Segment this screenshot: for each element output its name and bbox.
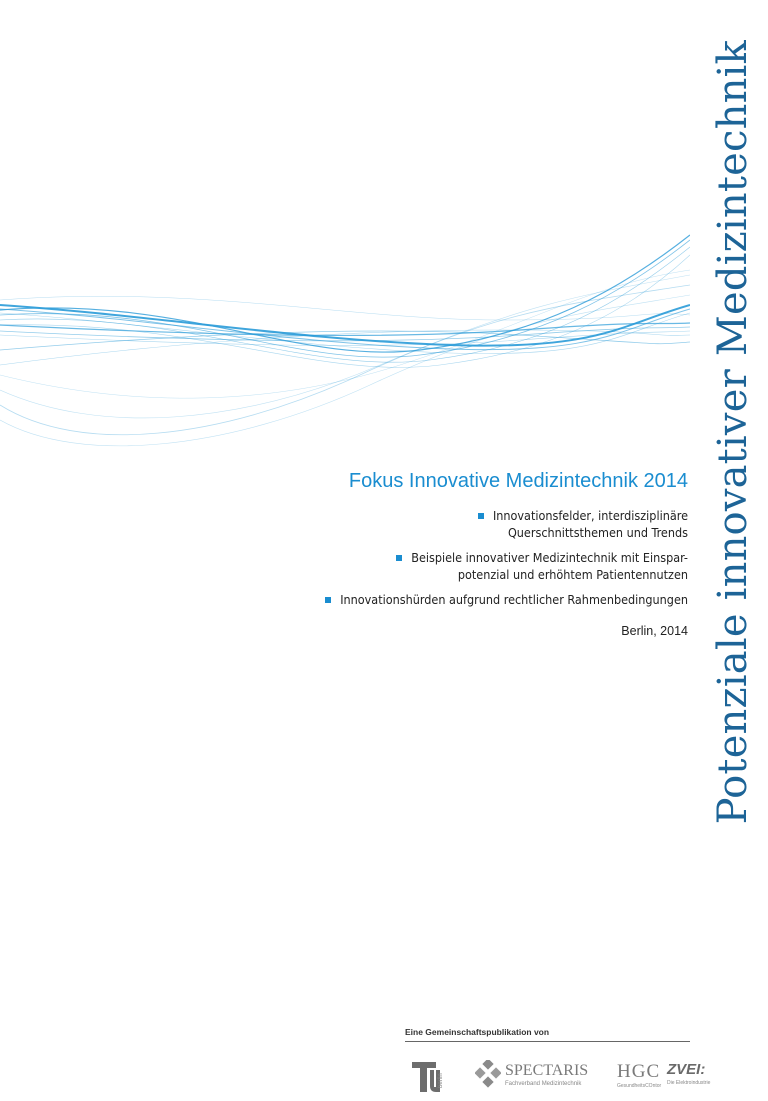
hgc-name: HGC: [617, 1061, 661, 1082]
bullet-list: [250, 507, 688, 608]
wave-line: [0, 285, 690, 435]
square-bullet-icon: [325, 597, 331, 603]
square-bullet-icon: [396, 555, 402, 561]
footer-label: Eine Gemeinschaftspublikation von: [405, 1027, 550, 1037]
wave-line: [0, 235, 690, 352]
footer-divider: [405, 1041, 690, 1042]
tu-berlin-logo: [410, 1056, 450, 1096]
zvei-sub: Die Elektroindustrie: [667, 1080, 711, 1086]
bullet-text: Querschnittsthemen und Trends: [507, 525, 688, 540]
zvei-logo: [667, 1056, 711, 1096]
vertical-title: [705, 40, 761, 870]
wave-graphic: [0, 225, 690, 465]
footer: [405, 1027, 690, 1042]
bullet-text: Innovationshürden aufgrund rechtlicher Rahmenbedingungen: [340, 592, 688, 607]
spectaris-sub: Fachverband Medizintechnik: [505, 1081, 582, 1087]
place-date: Berlin, 2014: [621, 624, 688, 638]
square-bullet-icon: [478, 513, 484, 519]
partner-logos: [405, 1056, 711, 1096]
zvei-name: ZVEI:: [667, 1061, 706, 1078]
spectaris-name: SPECTARIS: [505, 1062, 589, 1079]
content-block: [250, 470, 688, 638]
bullet-text: Beispiele innovativer Medizintechnik mit Einspar-: [411, 550, 688, 565]
tu-logo-icon: [410, 1056, 450, 1096]
tu-logo-text: berlin: [438, 1073, 444, 1088]
bullet-item: [250, 507, 688, 541]
spectaris-logo: [475, 1056, 589, 1096]
bullet-text: Innovationsfelder, interdisziplinäre: [492, 508, 688, 523]
bullet-item: [250, 591, 688, 608]
vertical-title-text: Potenziale innovativer Medizintechnik: [710, 40, 756, 825]
hgc-logo: [615, 1056, 663, 1096]
spectaris-mark-icon: [475, 1060, 501, 1090]
wave-line: [0, 313, 690, 354]
wave-line: [0, 247, 690, 362]
bullet-text: potenzial und erhöhtem Patientennutzen: [457, 567, 688, 582]
bullet-item: [250, 549, 688, 583]
hgc-sub: GesundheitsCOntor: [617, 1083, 662, 1089]
main-title: Fokus Innovative Medizintechnik 2014: [348, 470, 688, 492]
